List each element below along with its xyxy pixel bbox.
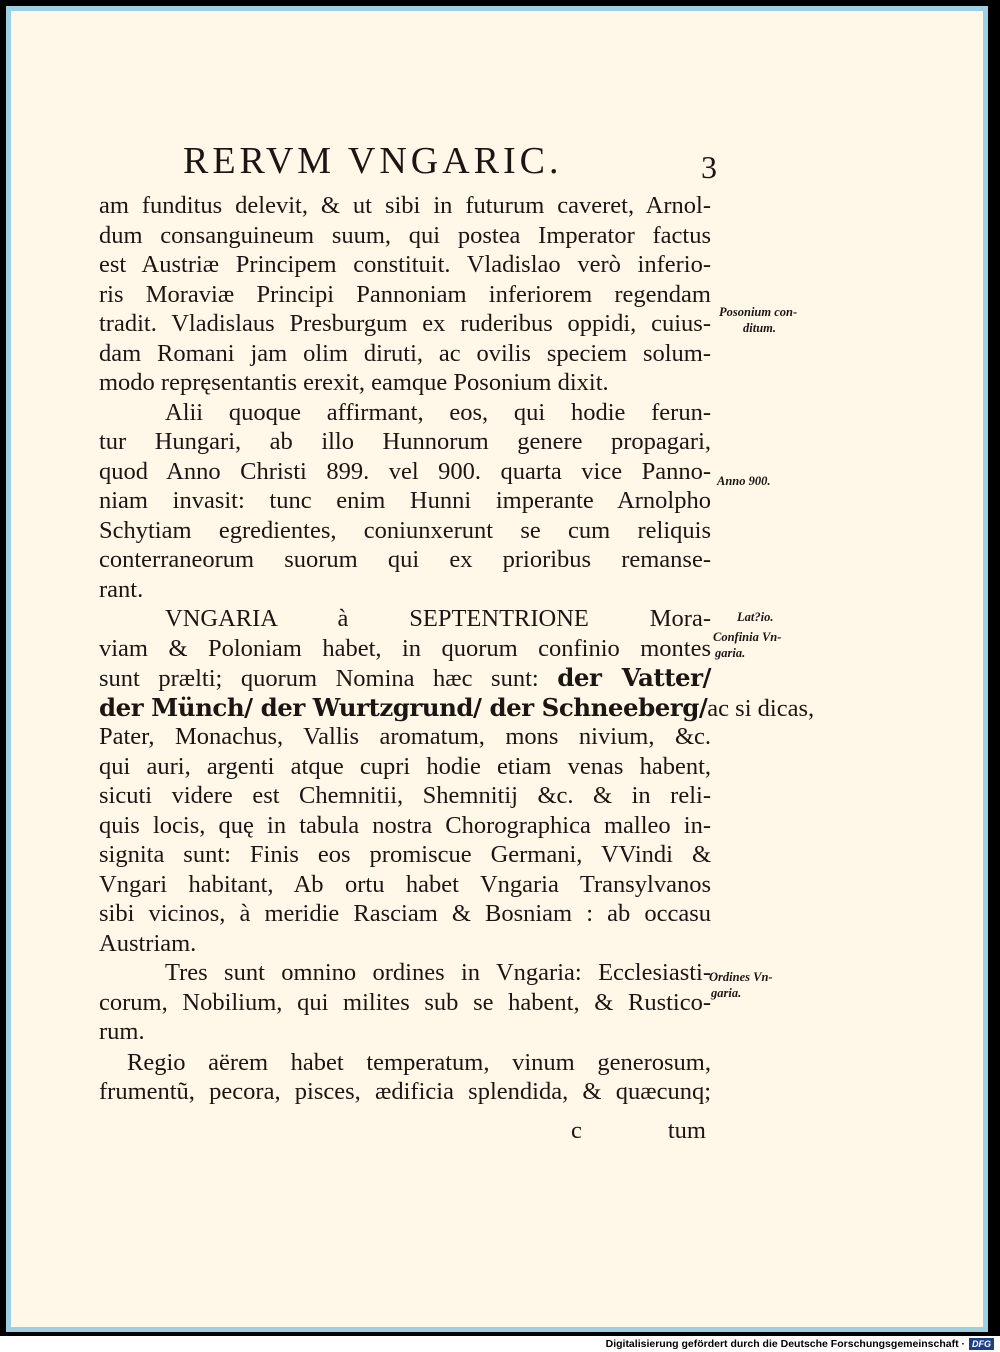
text-line: Regio aërem habet temperatum, vinum generosum,	[127, 1048, 711, 1076]
footer-credit: Digitalisierung gefördert durch die Deutsche Forschungsgemeinschaft ·	[605, 1338, 965, 1350]
text-line: conterraneorum suorum qui ex prioribus remanse-	[99, 546, 711, 573]
text-line: qui auri, argenti atque cupri hodie etiam venas habent,	[99, 752, 711, 780]
text-line: Pater, Monachus, Vallis aromatum, mons nivium, &c.	[99, 723, 711, 750]
marginal-note-anno: Anno 900.	[717, 474, 771, 488]
text-line: dam Romani jam olim diruti, ac ovilis speciem solum-	[99, 339, 711, 367]
dfg-logo-icon: DFG	[969, 1338, 994, 1350]
text-line: ris Moraviæ Principi Pannoniam inferiorem regendam	[99, 280, 711, 308]
german-text: der Vatter/	[557, 663, 712, 692]
text-line: Vngari habitant, Ab ortu habet Vngaria Transylvanos	[99, 870, 711, 898]
text-line: rum.	[99, 1018, 145, 1045]
text-line-mixed	[99, 692, 815, 723]
marginal-note-posonium: Posonium con- ditum.	[719, 305, 798, 335]
signature-mark: c	[571, 1117, 582, 1144]
text-line: Schytiam egredientes, coniunxerunt se cum reliquis	[99, 516, 711, 544]
text-line: quis locis, quę in tabula nostra Chorographica malleo in-	[99, 811, 711, 839]
catchwords	[571, 1117, 706, 1145]
page-number: 3	[701, 149, 717, 185]
text-line-mixed	[99, 663, 711, 693]
marginal-note-confinia: Confinia Vn- garia.	[713, 630, 782, 660]
text-line: signita sunt: Finis eos promiscue Germani, VVindi &	[99, 841, 711, 868]
text-line: modo repręsentantis erexit, eamque Posonium dixit.	[99, 369, 609, 396]
text-line: corum, Nobilium, qui milites sub se habent, & Rustico-	[99, 988, 711, 1016]
text-line: Alii quoque affirmant, eos, qui hodie ferun-	[165, 398, 711, 426]
marginal-note-ordines: Ordines Vn- garia.	[709, 970, 773, 1000]
text-line: rant.	[99, 575, 144, 603]
german-text: der Münch/ der Wurtzgrund/ der Schneeberg/	[99, 692, 708, 722]
text-line: am funditus delevit, & ut sibi in futurum caveret, Arnol-	[99, 192, 711, 219]
text-line: dum consanguineum suum, qui postea Imperator factus	[99, 221, 711, 249]
running-header: RERVM VNGARIC.	[183, 140, 563, 182]
footer-strip	[0, 1336, 1000, 1352]
marginal-note-latitudo: Lat?io.	[737, 610, 774, 624]
text-line: viam & Poloniam habet, in quorum confinio montes	[99, 634, 711, 662]
latin-text: ac si dicas,	[707, 694, 815, 722]
text-line: Austriam.	[99, 929, 197, 957]
book-page	[6, 6, 988, 1332]
text-line: tur Hungari, ab illo Hunnorum genere propagari,	[99, 428, 711, 455]
text-line: est Austriæ Principem constituit. Vladislao verò inferio-	[99, 251, 711, 278]
catchword: tum	[667, 1117, 706, 1144]
text-line: niam invasit: tunc enim Hunni imperante Arnolpho	[99, 487, 711, 514]
text-line: frumentũ, pecora, pisces, ædificia splendida, & quæcunq;	[99, 1078, 711, 1105]
text-line: Tres sunt omnino ordines in Vngaria: Ecclesiasti-	[165, 959, 711, 986]
text-line: sibi vicinos, à meridie Rasciam & Bosniam : ab occasu	[99, 900, 711, 927]
text-line: quod Anno Christi 899. vel 900. quarta vice Panno-	[99, 457, 711, 485]
latin-text: sunt prælti; quorum Nomina hæc sunt:	[99, 665, 539, 692]
text-line: sicuti videre est Chemnitii, Shemnitij &c. & in reli-	[99, 782, 711, 809]
text-line: VNGARIA à SEPTENTRIONE Mora-	[165, 605, 711, 632]
text-line: tradit. Vladislaus Presburgum ex ruderibus oppidi, cuius-	[99, 310, 711, 337]
